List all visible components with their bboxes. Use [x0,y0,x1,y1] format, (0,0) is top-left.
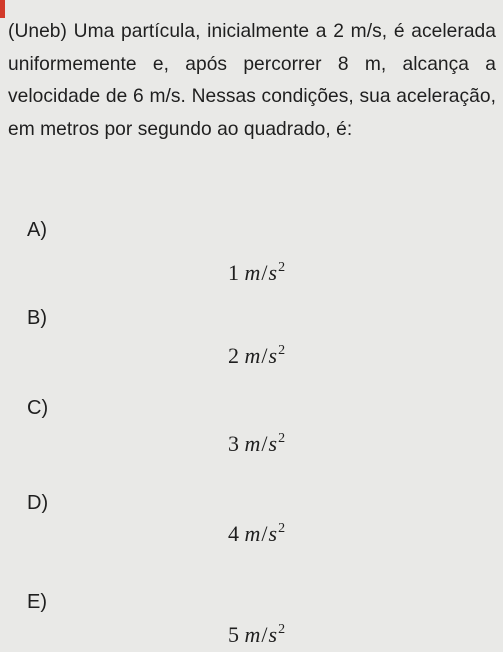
option-d-unit-m: m [244,521,261,546]
question-text: (Uneb) Uma partícula, inicialmente a 2 m/s, é acelerada uniformemente e, após percorrer 8 m, alcança a velocidade de 6 m/s. Nessas condições, sua aceleração, em metros por segundo ao quadrado, é: [8,21,496,140]
option-b-slash: / [261,343,268,368]
option-value-c[interactable] [228,427,285,456]
option-e-unit-m: m [244,622,261,647]
option-c-exponent: 2 [278,431,286,446]
option-value-d[interactable] [228,517,285,546]
option-value-b[interactable] [228,339,285,368]
option-c-number: 3 [228,431,239,456]
option-c-unit-s: s [268,431,278,456]
option-label-e[interactable]: E) [27,591,47,613]
option-e-unit-s: s [268,622,278,647]
option-d-unit-s: s [268,521,278,546]
option-e-exponent: 2 [278,622,286,637]
option-b-number: 2 [228,343,239,368]
option-c-slash: / [261,431,268,456]
left-edge-mark [0,0,5,18]
option-e-number: 5 [228,622,239,647]
option-value-a[interactable] [228,256,285,285]
option-c-unit-m: m [244,431,261,456]
option-a-unit-s: s [268,260,278,285]
option-b-unit-s: s [268,343,278,368]
option-b-unit-m: m [244,343,261,368]
option-value-e[interactable] [228,618,285,647]
option-a-number: 1 [228,260,239,285]
option-label-d[interactable]: D) [27,492,49,514]
option-a-exponent: 2 [278,260,286,275]
option-d-exponent: 2 [278,521,286,536]
option-a-slash: / [261,260,268,285]
option-d-number: 4 [228,521,239,546]
option-e-slash: / [261,622,268,647]
option-label-a[interactable]: A) [27,219,47,241]
option-label-c[interactable]: C) [27,397,49,419]
option-d-slash: / [261,521,268,546]
option-label-b[interactable]: B) [27,307,47,329]
option-b-exponent: 2 [278,343,286,358]
option-a-unit-m: m [244,260,261,285]
